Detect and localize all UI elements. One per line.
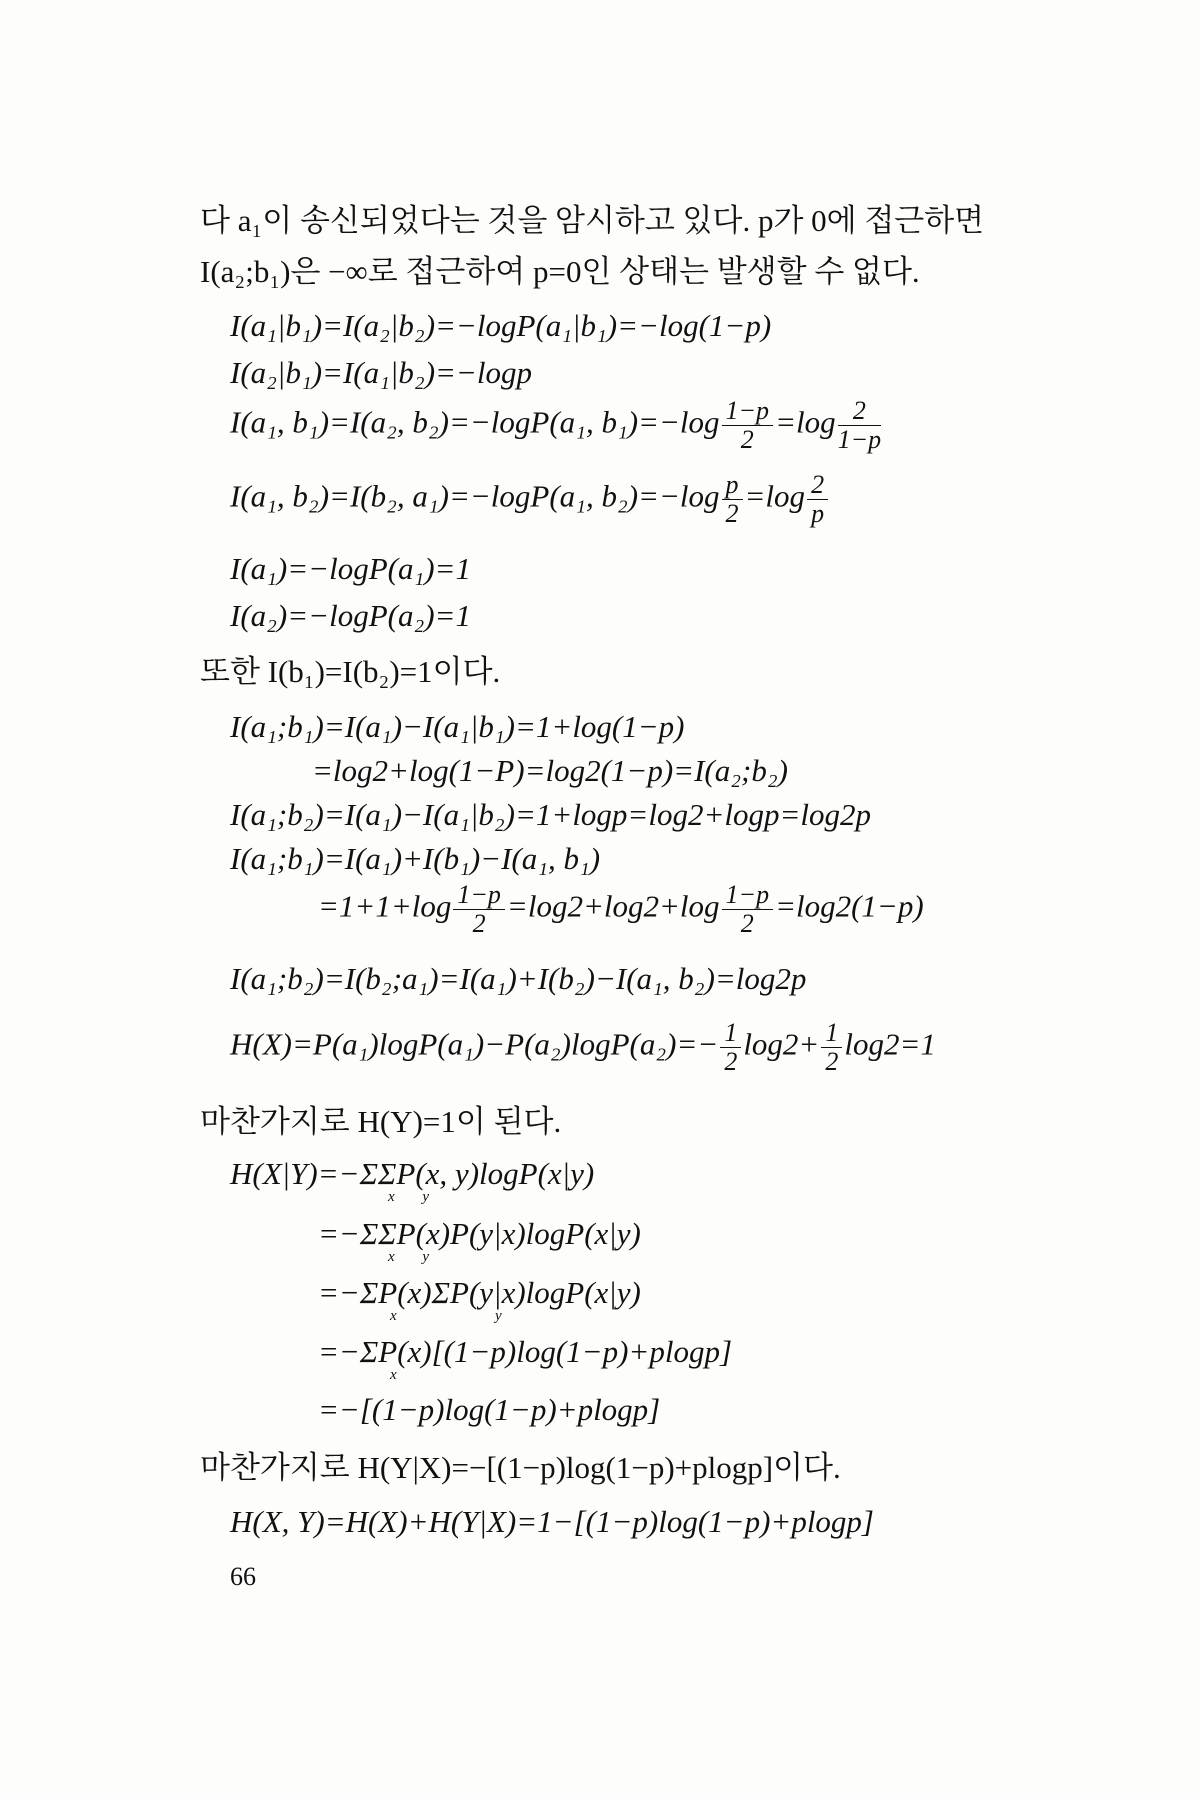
fraction [722,882,774,937]
equation-3 [230,398,883,453]
equation-11-end: =log2(1−p) [775,888,924,924]
fraction-denominator: 2 [472,909,486,938]
fraction-numerator: 1 [821,1020,842,1048]
fraction [807,472,828,527]
equation-2: I(a₂|b₁)=I(a₁|b₂)=−logp [230,355,532,390]
fraction [838,398,882,453]
equation-9: I(a₁;b₂)=I(a₁)−I(a₁|b₂)=1+logp=log2+logp=log2p [230,797,872,832]
equation-13 [230,1020,936,1075]
equation-13-end: log2=1 [844,1026,936,1062]
equation-11-mid: =log2+log2+log [506,888,720,924]
fraction-numerator: 2 [838,398,882,426]
equation-3-mid: =log [775,404,836,440]
prose-line-1: 다 a₁이 송신되었다는 것을 암시하고 있다. p가 0에 접근하면 [200,203,985,238]
fraction [453,882,505,937]
summation-index: x y [388,1249,442,1265]
equation-11-start: =1+1+log [318,888,452,924]
summation-index: x [390,1367,397,1383]
equation-4-mid: =log [744,478,806,514]
fraction-denominator: p [811,499,825,528]
fraction-numerator: 1−p [722,882,774,910]
equation-11 [318,882,924,937]
equation-10: I(a₁;b₁)=I(a₁)+I(b₁)−I(a₁, b₁) [230,841,601,876]
fraction [821,1020,842,1075]
equation-5: I(a₁)=−logP(a₁)=1 [230,551,471,586]
fraction-denominator: 2 [740,909,754,938]
equation-7: I(a₁;b₁)=I(a₁)−I(a₁|b₁)=1+log(1−p) [230,709,685,744]
fraction [722,472,743,527]
summation-index: x y [388,1189,442,1205]
fraction-denominator: 2 [825,1047,839,1076]
fraction-numerator: 1−p [453,882,505,910]
equation-4 [230,472,830,527]
prose-line-5: 마찬가지로 H(Y|X)=−[(1−p)log(1−p)+plogp]이다. [200,1450,841,1485]
fraction [720,1020,741,1075]
fraction-numerator: 2 [807,472,828,500]
fraction-denominator: 1−p [837,425,882,454]
prose-line-4: 마찬가지로 H(Y)=1이 된다. [200,1104,562,1139]
summation-index: y [495,1308,502,1324]
equation-14 [230,1158,594,1189]
prose-line-2: I(a₂;b₁)은 −∞로 접근하여 p=0인 상태는 발생할 수 없다. [200,254,920,289]
fraction-denominator: 2 [724,1047,738,1076]
equation-4-lhs: I(a₁, b₂)=I(b₂, a₁)=−logP(a₁, b₂)=−log [230,478,720,514]
equation-1: I(a₁|b₁)=I(a₂|b₂)=−logP(a₁|b₁)=−log(1−p) [230,308,772,343]
summation-index: x [390,1308,397,1324]
equation-19: H(X, Y)=H(X)+H(Y|X)=1−[(1−p)log(1−p)+plogp] [230,1504,874,1539]
equation-17: =−ΣP(x)[(1−p)log(1−p)+plogp] [318,1334,733,1369]
page-number: 66 [230,1562,256,1591]
equation-15: =−ΣΣP(x)P(y|x)logP(x|y) [318,1216,641,1251]
equation-14-text: H(X|Y)=−ΣΣP(x, y)logP(x|y) [230,1156,595,1191]
fraction-denominator: 2 [725,499,739,528]
equation-18: =−[(1−p)log(1−p)+plogp] [318,1392,661,1427]
equation-13-mid: log2+ [743,1026,820,1062]
equation-6: I(a₂)=−logP(a₂)=1 [230,598,471,633]
equation-8: =log2+log(1−P)=log2(1−p)=I(a₂;b₂) [312,753,788,788]
prose-line-3: 또한 I(b₁)=I(b₂)=1이다. [200,654,501,689]
equation-12: I(a₁;b₂)=I(b₂;a₁)=I(a₁)+I(b₂)−I(a₁, b₂)=log2p [230,961,807,996]
fraction-numerator: 1 [720,1020,741,1048]
equation-3-lhs: I(a₁, b₁)=I(a₂, b₂)=−logP(a₁, b₁)=−log [230,404,720,440]
fraction-numerator: p [722,472,743,500]
equation-16: =−ΣP(x)ΣP(y|x)logP(x|y) [318,1275,641,1310]
equation-13-start: H(X)=P(a₁)logP(a₁)−P(a₂)logP(a₂)=− [230,1026,719,1062]
fraction-denominator: 2 [740,425,754,454]
fraction [722,398,774,453]
fraction-numerator: 1−p [722,398,774,426]
